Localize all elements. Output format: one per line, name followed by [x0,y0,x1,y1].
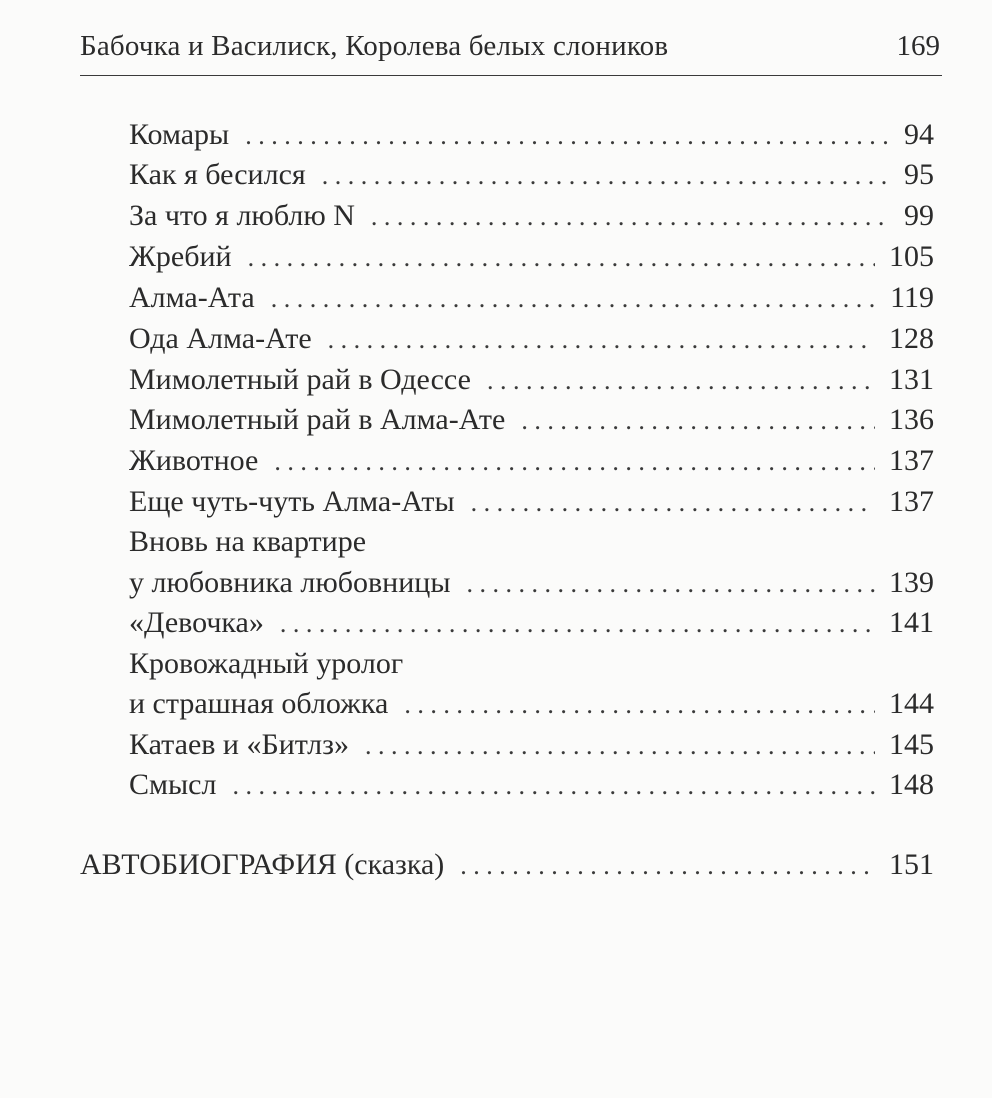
dot-leader [280,604,875,644]
toc-entry [129,319,934,359]
toc-entry [129,482,934,522]
running-head [80,28,940,72]
toc-entry-page: 141 [889,606,934,639]
toc-entry-page: 137 [889,485,934,518]
dot-leader [487,361,875,401]
toc-entry-page: 137 [889,444,934,477]
dot-leader [322,156,890,196]
toc-entry-title: Комары [129,118,230,151]
toc-entry [129,278,934,318]
toc-entry-page: 128 [889,322,934,355]
toc-entry-page: 131 [889,363,934,396]
toc-entry-page: 145 [889,728,934,761]
toc-entry [129,563,934,603]
toc-entry-top-level [80,845,934,885]
toc-entry-page: 94 [904,118,934,151]
toc-entry-title: Алма-Ата [129,281,255,314]
toc-entry-page: 99 [904,199,934,232]
dot-leader [371,197,890,237]
dot-leader [245,116,890,156]
toc-entry-title-line1: Кровожадный уролог [129,647,404,680]
page-number: 169 [896,30,940,62]
dot-leader [248,238,875,278]
toc-entry-title: Ода Алма-Ате [129,322,312,355]
dot-leader [271,279,876,319]
running-title: Бабочка и Василиск, Королева белых слоников [80,30,669,62]
toc-entry-title: За что я люблю N [129,199,355,232]
toc-entry-title: Мимолетный рай в Одессе [129,363,471,396]
toc-entry-page: 105 [889,240,934,273]
toc-entry-page: 148 [889,768,934,801]
dot-leader [467,564,876,604]
dot-leader [404,685,875,725]
toc-entry [129,725,934,765]
toc-entry-title: Смысл [129,768,217,801]
toc-entry [129,115,934,155]
header-rule [80,75,942,76]
toc-entry [129,196,934,236]
toc-entry [129,765,934,805]
dot-leader [471,483,875,523]
toc-entry [129,360,934,400]
toc-entry-page: 119 [890,281,934,314]
dot-leader [460,846,875,886]
toc-entry-title: Животное [129,444,259,477]
toc-entry [129,400,934,440]
toc-entry-page: 151 [889,848,934,881]
toc-entry [129,684,934,724]
toc-entry-title: Мимолетный рай в Алма-Ате [129,403,506,436]
toc-entry-title: Жребий [129,240,232,273]
toc-entry-page: 139 [889,566,934,599]
toc-entry-title: у любовника любовницы [129,566,451,599]
toc-entry [129,441,934,481]
toc-entry-page: 144 [889,687,934,720]
toc-entry-page: 136 [889,403,934,436]
toc-entry-page: 95 [904,158,934,191]
dot-leader [232,766,875,806]
toc-entry [129,155,934,195]
toc-entry-title: и страшная обложка [129,687,389,720]
dot-leader [328,320,875,360]
toc-entry [129,237,934,277]
dot-leader [365,726,875,766]
toc-entry-title: Катаев и «Битлз» [129,728,349,761]
toc-entry-title: Как я бесился [129,158,306,191]
dot-leader [521,401,875,441]
dot-leader [274,442,875,482]
toc-entry-title: Еще чуть-чуть Алма-Аты [129,485,455,518]
toc-entry-title: «Девочка» [129,606,264,639]
toc-entry [129,603,934,643]
toc-entry-title-line1: Вновь на квартире [129,525,367,558]
toc-entry-title: АВТОБИОГРАФИЯ (сказка) [80,848,445,881]
